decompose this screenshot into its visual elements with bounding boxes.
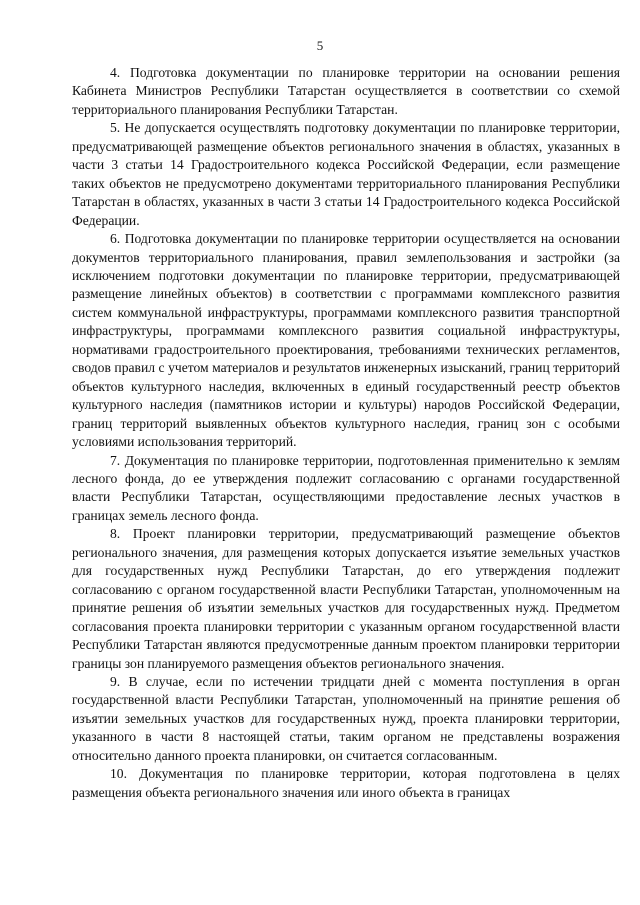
paragraph-7: 7. Документация по планировке территории, подготовленная применительно к землям лесного фонда, до ее утверждения подлежит согласованию с органами государственной власти Республики Татарстан, осуществляющими предоставление лесных участков в границах земель лесного фонда.: [72, 452, 620, 523]
paragraph-5: 5. Не допускается осуществлять подготовку документации по планировке территории, предусматривающей размещение объектов регионального значения в областях, указанных в части 3 статьи 14 Градостроительного кодекса Российской Федерации, если размещение таких объектов не предусмотрено документами территориального планирования Республики Татарстан в областях, указанных в части 3 статьи 14 Градостроительного кодекса Российской Федерации.: [72, 120, 620, 228]
paragraph-10: 10. Документация по планировке территории, которая подготовлена в целях размещения объекта регионального значения или иного объекта в границах: [72, 766, 620, 800]
paragraph-4: 4. Подготовка документации по планировке территории на основании решения Кабинета Министров Республики Татарстан осуществляется в соответствии со схемой территориального планирования Республики Татарстан.: [72, 65, 620, 117]
document-body: [72, 64, 620, 802]
paragraph-9: 9. В случае, если по истечении тридцати дней с момента поступления в орган государственной власти Республики Татарстан, уполномоченный на принятие решения об изъятии земельных участков для государственных нужд, проекта планировки территории, указанного в части 8 настоящей статьи, таким органом не представлены возражения относительно данного проекта планировки, он считается согласованным.: [72, 673, 620, 763]
paragraph-8: 8. Проект планировки территории, предусматривающий размещение объектов регионального значения, для размещения которых допускается изъятие земельных участков для государственных нужд Республики Татарстан, до его утверждения подлежит согласованию с органом государственной власти Республики Татарстан, уполномоченным на принятие решения об изъятии земельных участков для государственных нужд. Предметом согласования проекта планировки территории с указанным органом государственной власти Республики Татарстан являются предусмотренные данным проектом планировки территории границы зон планируемого размещения объектов регионального значения.: [72, 526, 620, 671]
paragraph-6: 6. Подготовка документации по планировке территории осуществляется на основании документов территориального планирования, правил землепользования и застройки (за исключением подготовки документации по планировке территории, предусматривающей размещение линейных объектов) в соответствии с программами комплексного развития систем коммунальной инфраструктуры, программами комплексного развития транспортной инфраструктуры, программами комплексного развития социальной инфраструктуры, нормативами градостроительного проектирования, требованиями технических регламентов, сводов правил с учетом материалов и результатов инженерных изысканий, границ территорий объектов культурного наследия, включенных в единый государственный реестр объектов культурного наследия (памятников истории и культуры) народов Российской Федерации, границ территорий выявленных объектов культурного наследия, границ зон с особыми условиями использования территорий.: [72, 231, 620, 450]
page-number: 5: [316, 38, 324, 53]
